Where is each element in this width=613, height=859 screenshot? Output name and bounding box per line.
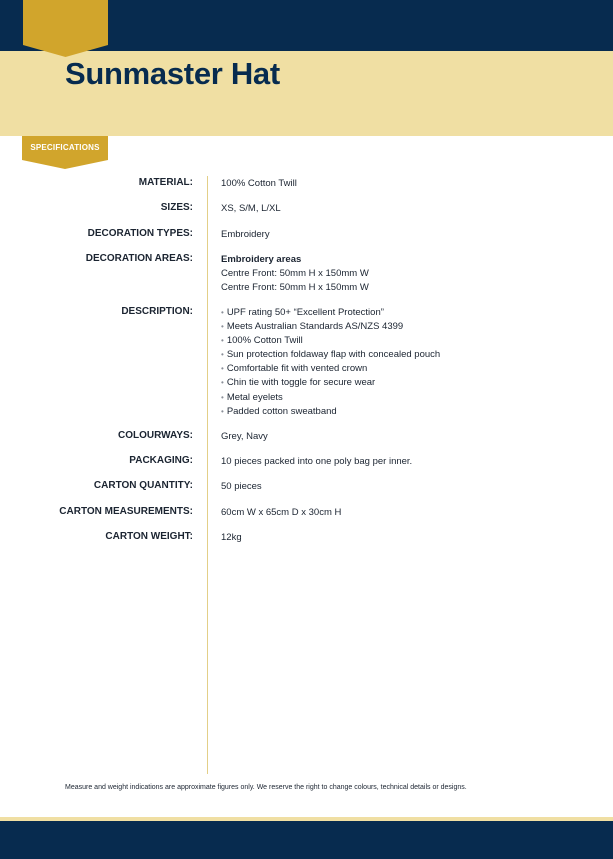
spec-label: SIZES: [160,202,193,213]
spec-label: MATERIAL: [138,177,193,188]
spec-label: COLOURWAYS: [117,430,193,441]
description-item: • Comfortable fit with vented crown [221,362,440,376]
description-item: • Metal eyelets [221,391,440,405]
description-item: • Padded cotton sweatband [221,405,440,419]
spec-value: 12kg [221,532,242,543]
description-item: • Chin tie with toggle for secure wear [221,376,440,390]
column-divider [207,176,208,774]
spec-value: Grey, Navy [221,431,268,442]
decoration-area-line: Centre Front: 50mm H x 150mm W [221,268,369,279]
spec-label: DECORATION AREAS: [85,253,193,264]
description-list [221,306,440,419]
spec-label: CARTON QUANTITY: [93,480,193,491]
spec-label: CARTON MEASUREMENTS: [59,506,193,517]
spec-label: PACKAGING: [129,455,193,466]
spec-label: DESCRIPTION: [121,306,193,317]
disclaimer-note: Measure and weight indications are approximate figures only. We reserve the right to change colours, technical details or designs. [65,784,467,791]
spec-value: XS, S/M, L/XL [221,203,281,214]
spec-value: Embroidery [221,229,270,240]
spec-value [221,253,369,295]
spec-value: 10 pieces packed into one poly bag per inner. [221,456,413,467]
spec-value: 50 pieces [221,481,262,492]
spec-value: 100% Cotton Twill [221,178,297,189]
bottom-navy-bar [0,821,613,859]
spec-label: CARTON WEIGHT: [105,531,193,542]
description-item: • Sun protection foldaway flap with concealed pouch [221,348,440,362]
page-title: Sunmaster Hat [65,56,280,91]
spec-value: 60cm W x 65cm D x 30cm H [221,507,342,518]
description-item: • Meets Australian Standards AS/NZS 4399 [221,320,440,334]
specifications-tab-label: SPECIFICATIONS [30,143,100,152]
description-item: • UPF rating 50+ “Excellent Protection” [221,306,440,320]
spec-label: DECORATION TYPES: [87,228,193,239]
decoration-area-line: Centre Front: 50mm H x 150mm W [221,282,369,293]
decoration-areas-heading: Embroidery areas [221,254,302,265]
description-item: • 100% Cotton Twill [221,334,440,348]
specifications-tab [22,136,108,169]
